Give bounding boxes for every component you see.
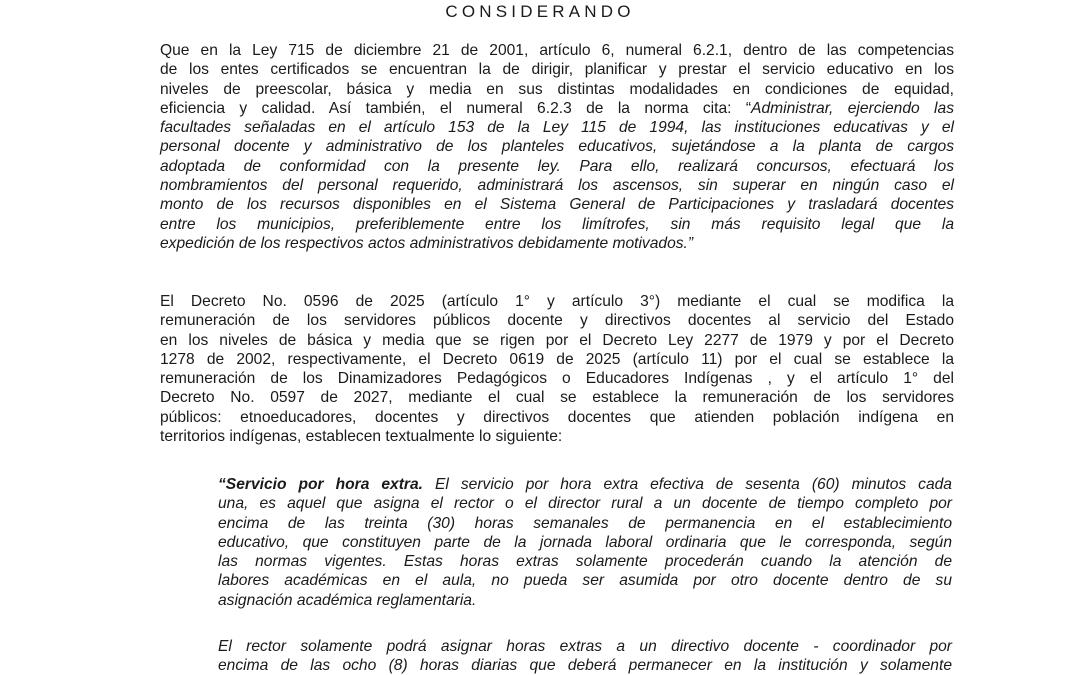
section-heading: CONSIDERANDO bbox=[445, 2, 635, 21]
quoted-text-line: personal docente y administrativo de los planteles educativos, sujetándose a la planta de cargos bbox=[160, 138, 954, 156]
quoted-text-line: facultades señaladas en el artículo 153 de la Ley 115 de 1994, las instituciones educativas y el bbox=[160, 119, 954, 137]
quoted-text-line: educativo, que constituyen parte de la jornada laboral ordinaria que le corresponda, según bbox=[218, 533, 952, 551]
text-line: Que en la Ley 715 de diciembre 21 de 2001, artículo 6, numeral 6.2.1, dentro de las competencias bbox=[160, 42, 954, 59]
quoted-text-line: adoptada de conformidad con la presente ley. Para ello, realizará concursos, efectuará los bbox=[160, 157, 954, 175]
paragraph-ley-715 bbox=[160, 41, 954, 253]
text-line bbox=[160, 99, 954, 118]
text-line: remuneración de los Dinamizadores Pedagógicos o Educadores Indígenas , y el artículo 1° del bbox=[160, 370, 954, 388]
quoted-text-line: encima de las ocho (8) horas diarias que deberá permanecer en la institución y solamente bbox=[218, 657, 952, 675]
quoted-text-segment: Administrar, ejerciendo las bbox=[751, 99, 954, 117]
quoted-text-line: expedición de los respectivos actos administrativos debidamente motivados.” bbox=[160, 234, 694, 252]
text-line: Decreto No. 0597 de 2027, mediante el cual se establece la remuneración de los servidores bbox=[160, 389, 954, 407]
quote-hora-extra bbox=[218, 475, 952, 610]
text-line: El Decreto No. 0596 de 2025 (artículo 1° y artículo 3°) mediante el cual se modifica la bbox=[160, 293, 954, 310]
quoted-text-line: asignación académica reglamentaria. bbox=[218, 591, 477, 609]
quoted-text-line: monto de los recursos disponibles en el Sistema General de Participaciones y trasladará docentes bbox=[160, 196, 954, 214]
quoted-text-line: nombramientos del personal requerido, administrará los ascensos, sin superar en ningún caso el bbox=[160, 177, 954, 195]
text-line: niveles de preescolar, básica y media en sus distintas modalidades en condiciones de equidad, bbox=[160, 80, 954, 98]
text-line: 1278 de 2002, respectivamente, el Decreto 0619 de 2025 (artículo 11) por el cual se establece la bbox=[160, 350, 954, 368]
paragraph-decretos bbox=[160, 292, 954, 446]
quoted-text-line: las normas vigentes. Estas horas extras solamente procederán cuando la atención de bbox=[218, 553, 952, 571]
quoted-text-line: El rector solamente podrá asignar horas extras a un directivo docente - coordinador por bbox=[218, 638, 952, 655]
text-segment: eficiencia y calidad. Así también, el numeral 6.2.3 de la norma cita: “ bbox=[160, 99, 752, 117]
quoted-text-line: labores académicas en el aula, no pueda ser asumida por otro docente dentro de su bbox=[218, 572, 952, 590]
quoted-text-line: una, es aquel que asigna el rector o el director rural a un docente de tiempo completo por bbox=[218, 495, 952, 513]
text-line: territorios indígenas, establecen textualmente lo siguiente: bbox=[160, 428, 563, 446]
quote-bold-lead: “Servicio por hora extra. bbox=[218, 476, 423, 493]
quoted-text-line bbox=[218, 475, 952, 494]
text-line: remuneración de los servidores públicos docente y directivos docentes al servicio del Estado bbox=[160, 312, 954, 330]
text-line: en los niveles de básica y media que se rigen por el Decreto Ley 2277 de 1979 y por el Decreto bbox=[160, 331, 954, 349]
quote-rector bbox=[218, 637, 952, 675]
quoted-text-line: encima de las treinta (30) horas semanales de permanencia en el establecimiento bbox=[218, 514, 952, 532]
text-line: públicos: etnoeducadores, docentes y directivos docentes que atienden población indígena en bbox=[160, 408, 954, 426]
text-segment: El servicio por hora extra efectiva de sesenta (60) minutos cada bbox=[423, 476, 952, 493]
quoted-text-line: entre los municipios, preferiblemente entre los limítrofes, sin más requisito legal que la bbox=[160, 215, 954, 233]
text-line: de los entes certificados se encuentran la de dirigir, planificar y prestar el servicio educativo en los bbox=[160, 61, 954, 79]
